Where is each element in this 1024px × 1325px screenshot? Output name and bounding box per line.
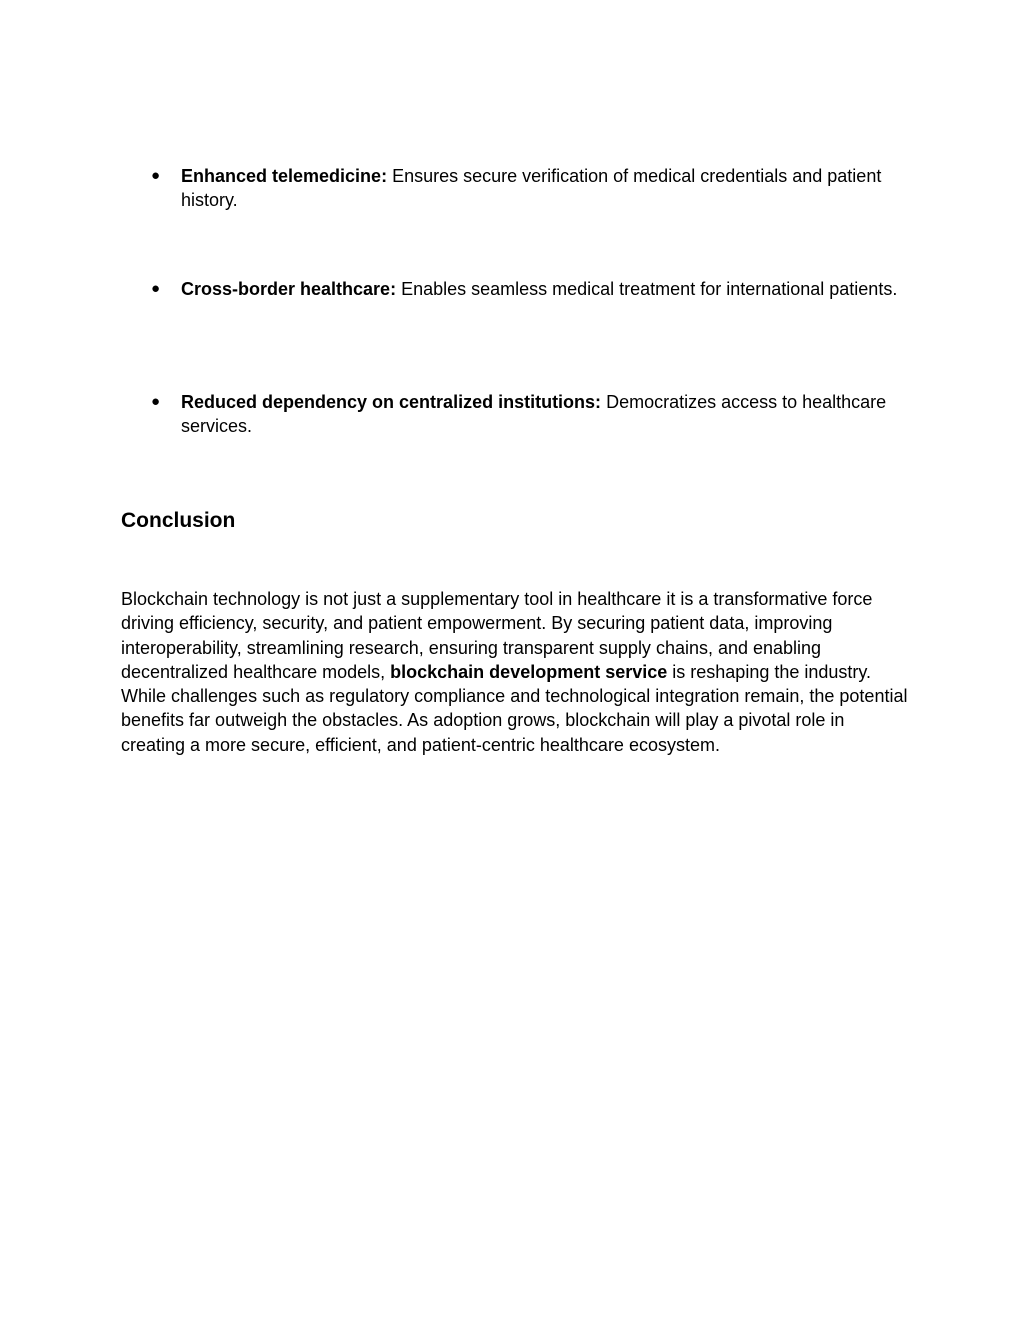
paragraph-text-start: Blockchain technology is not just a supplementary tool in healthcare it is a transformative force driving efficiency, security, and patient empowerment. By securing patient data, improving interoperability, streamlining research, ensuring transparent supply chains, and enabling decentralized healthcare models,: [121, 589, 873, 682]
list-item-term: Cross-border healthcare:: [181, 279, 397, 299]
list-item-enhanced-telemedicine: [151, 164, 911, 212]
list-item-description: Ensures secure verification of medical credentials and patient history.: [181, 166, 882, 210]
list-item-cross-border-healthcare: [151, 277, 911, 301]
section-heading-conclusion: Conclusion: [121, 509, 236, 532]
list-item-description: Democratizes access to healthcare services.: [181, 392, 887, 436]
list-item-text: [181, 390, 911, 438]
paragraph-bold-phrase: blockchain development service: [390, 661, 668, 682]
list-item-term: Enhanced telemedicine:: [181, 166, 388, 186]
list-item-text: [181, 277, 911, 301]
list-item-text: [181, 164, 911, 212]
list-item-term: Reduced dependency on centralized institutions:: [181, 392, 602, 412]
bullet-icon: ●: [151, 280, 161, 297]
list-item-reduced-dependency: [151, 390, 911, 438]
bullet-icon: ●: [151, 167, 161, 184]
conclusion-paragraph: [121, 587, 911, 757]
list-item-description: Enables seamless medical treatment for international patients.: [396, 279, 898, 299]
paragraph-text-end: is reshaping the industry. While challenges such as regulatory compliance and technological integration remain, the potential benefits far outweigh the obstacles. As adoption grows, blockchain will play a pivotal role in creating a more secure, efficient, and patient-centric healthcare ecosystem.: [121, 661, 908, 755]
bullet-icon: ●: [151, 393, 161, 410]
